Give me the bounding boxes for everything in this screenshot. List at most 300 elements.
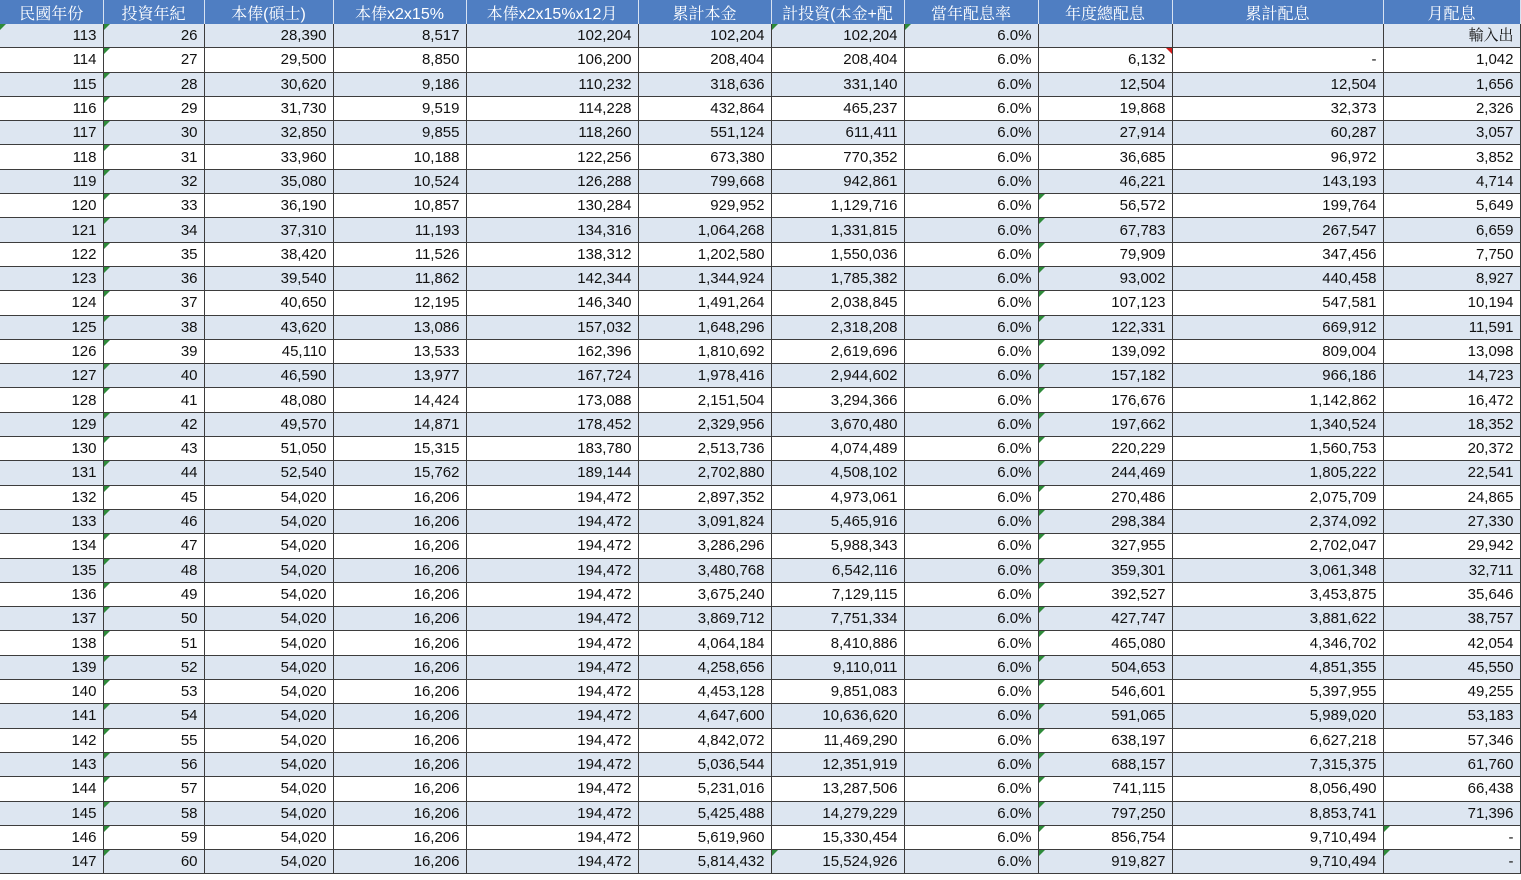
cell-monthly-dividend[interactable]: 2,326 bbox=[1383, 96, 1520, 120]
cell-base-salary[interactable]: 54,020 bbox=[204, 728, 333, 752]
cell-cumulative-dividend[interactable]: 3,061,348 bbox=[1172, 558, 1383, 582]
cell-roc-year[interactable]: 115 bbox=[0, 72, 103, 96]
cell-invest-age[interactable]: 26 bbox=[103, 24, 204, 48]
cell-annual-dividend[interactable]: 327,955 bbox=[1038, 534, 1172, 558]
cell-monthly-dividend[interactable]: 66,438 bbox=[1383, 777, 1520, 801]
cell-cumulative-principal[interactable]: 1,491,264 bbox=[638, 291, 771, 315]
cell-salary-15pct[interactable]: 12,195 bbox=[333, 291, 466, 315]
cell-salary-15pct[interactable]: 16,206 bbox=[333, 850, 466, 874]
cell-base-salary[interactable]: 52,540 bbox=[204, 461, 333, 485]
cell-total-investment[interactable]: 7,129,115 bbox=[771, 582, 904, 606]
cell-base-salary[interactable]: 54,020 bbox=[204, 704, 333, 728]
cell-cumulative-principal[interactable]: 2,151,504 bbox=[638, 388, 771, 412]
cell-salary-15pct-12m[interactable]: 194,472 bbox=[466, 534, 638, 558]
cell-salary-15pct-12m[interactable]: 194,472 bbox=[466, 485, 638, 509]
cell-annual-dividend[interactable]: 46,221 bbox=[1038, 169, 1172, 193]
cell-salary-15pct[interactable]: 16,206 bbox=[333, 607, 466, 631]
cell-roc-year[interactable]: 129 bbox=[0, 412, 103, 436]
cell-cumulative-dividend[interactable]: 60,287 bbox=[1172, 121, 1383, 145]
header-monthly-dividend[interactable]: 月配息 bbox=[1383, 0, 1520, 24]
cell-invest-age[interactable]: 36 bbox=[103, 266, 204, 290]
cell-salary-15pct-12m[interactable]: 183,780 bbox=[466, 437, 638, 461]
cell-base-salary[interactable]: 37,310 bbox=[204, 218, 333, 242]
cell-roc-year[interactable]: 134 bbox=[0, 534, 103, 558]
cell-invest-age[interactable]: 48 bbox=[103, 558, 204, 582]
cell-monthly-dividend[interactable]: 42,054 bbox=[1383, 631, 1520, 655]
cell-invest-age[interactable]: 35 bbox=[103, 242, 204, 266]
cell-roc-year[interactable]: 123 bbox=[0, 266, 103, 290]
cell-salary-15pct[interactable]: 10,188 bbox=[333, 145, 466, 169]
cell-monthly-dividend[interactable]: 32,711 bbox=[1383, 558, 1520, 582]
cell-roc-year[interactable]: 145 bbox=[0, 801, 103, 825]
cell-dividend-rate[interactable]: 6.0% bbox=[904, 509, 1038, 533]
cell-monthly-dividend[interactable]: 3,852 bbox=[1383, 145, 1520, 169]
cell-base-salary[interactable]: 54,020 bbox=[204, 655, 333, 679]
cell-salary-15pct-12m[interactable]: 134,316 bbox=[466, 218, 638, 242]
cell-dividend-rate[interactable]: 6.0% bbox=[904, 266, 1038, 290]
cell-invest-age[interactable]: 56 bbox=[103, 752, 204, 776]
cell-base-salary[interactable]: 38,420 bbox=[204, 242, 333, 266]
cell-base-salary[interactable]: 54,020 bbox=[204, 680, 333, 704]
cell-salary-15pct-12m[interactable]: 194,472 bbox=[466, 558, 638, 582]
cell-base-salary[interactable]: 51,050 bbox=[204, 437, 333, 461]
cell-salary-15pct-12m[interactable]: 194,472 bbox=[466, 509, 638, 533]
cell-cumulative-principal[interactable]: 3,869,712 bbox=[638, 607, 771, 631]
cell-salary-15pct-12m[interactable]: 194,472 bbox=[466, 655, 638, 679]
cell-roc-year[interactable]: 132 bbox=[0, 485, 103, 509]
cell-salary-15pct-12m[interactable]: 110,232 bbox=[466, 72, 638, 96]
cell-total-investment[interactable]: 15,524,926 bbox=[771, 850, 904, 874]
cell-annual-dividend[interactable]: 56,572 bbox=[1038, 194, 1172, 218]
cell-annual-dividend[interactable]: 107,123 bbox=[1038, 291, 1172, 315]
cell-base-salary[interactable]: 49,570 bbox=[204, 412, 333, 436]
cell-total-investment[interactable]: 1,550,036 bbox=[771, 242, 904, 266]
cell-cumulative-dividend[interactable]: 2,374,092 bbox=[1172, 509, 1383, 533]
cell-salary-15pct-12m[interactable]: 138,312 bbox=[466, 242, 638, 266]
cell-roc-year[interactable]: 140 bbox=[0, 680, 103, 704]
cell-base-salary[interactable]: 39,540 bbox=[204, 266, 333, 290]
cell-salary-15pct-12m[interactable]: 194,472 bbox=[466, 777, 638, 801]
cell-total-investment[interactable]: 1,785,382 bbox=[771, 266, 904, 290]
cell-cumulative-principal[interactable]: 673,380 bbox=[638, 145, 771, 169]
cell-cumulative-principal[interactable]: 4,842,072 bbox=[638, 728, 771, 752]
cell-cumulative-principal[interactable]: 5,619,960 bbox=[638, 825, 771, 849]
cell-dividend-rate[interactable]: 6.0% bbox=[904, 461, 1038, 485]
cell-dividend-rate[interactable]: 6.0% bbox=[904, 412, 1038, 436]
cell-salary-15pct[interactable]: 16,206 bbox=[333, 752, 466, 776]
cell-total-investment[interactable]: 15,330,454 bbox=[771, 825, 904, 849]
cell-dividend-rate[interactable]: 6.0% bbox=[904, 558, 1038, 582]
cell-cumulative-dividend[interactable]: 3,453,875 bbox=[1172, 582, 1383, 606]
cell-cumulative-dividend[interactable]: 3,881,622 bbox=[1172, 607, 1383, 631]
cell-salary-15pct[interactable]: 13,977 bbox=[333, 364, 466, 388]
cell-base-salary[interactable]: 54,020 bbox=[204, 777, 333, 801]
cell-cumulative-principal[interactable]: 551,124 bbox=[638, 121, 771, 145]
cell-monthly-dividend[interactable]: - bbox=[1383, 850, 1520, 874]
cell-cumulative-principal[interactable]: 5,814,432 bbox=[638, 850, 771, 874]
cell-salary-15pct[interactable]: 16,206 bbox=[333, 777, 466, 801]
cell-salary-15pct-12m[interactable]: 189,144 bbox=[466, 461, 638, 485]
cell-dividend-rate[interactable]: 6.0% bbox=[904, 169, 1038, 193]
cell-monthly-dividend[interactable]: 5,649 bbox=[1383, 194, 1520, 218]
cell-annual-dividend[interactable]: 12,504 bbox=[1038, 72, 1172, 96]
cell-dividend-rate[interactable]: 6.0% bbox=[904, 218, 1038, 242]
cell-cumulative-dividend[interactable]: 5,989,020 bbox=[1172, 704, 1383, 728]
cell-dividend-rate[interactable]: 6.0% bbox=[904, 850, 1038, 874]
cell-base-salary[interactable]: 35,080 bbox=[204, 169, 333, 193]
cell-cumulative-dividend[interactable]: 8,056,490 bbox=[1172, 777, 1383, 801]
cell-total-investment[interactable]: 9,851,083 bbox=[771, 680, 904, 704]
cell-roc-year[interactable]: 138 bbox=[0, 631, 103, 655]
cell-roc-year[interactable]: 137 bbox=[0, 607, 103, 631]
cell-cumulative-dividend[interactable]: 1,340,524 bbox=[1172, 412, 1383, 436]
cell-total-investment[interactable]: 2,318,208 bbox=[771, 315, 904, 339]
cell-monthly-dividend[interactable]: 1,042 bbox=[1383, 48, 1520, 72]
cell-total-investment[interactable]: 1,129,716 bbox=[771, 194, 904, 218]
cell-annual-dividend[interactable]: 27,914 bbox=[1038, 121, 1172, 145]
cell-invest-age[interactable]: 49 bbox=[103, 582, 204, 606]
cell-cumulative-dividend[interactable]: 2,702,047 bbox=[1172, 534, 1383, 558]
cell-dividend-rate[interactable]: 6.0% bbox=[904, 121, 1038, 145]
cell-salary-15pct-12m[interactable]: 194,472 bbox=[466, 704, 638, 728]
cell-cumulative-principal[interactable]: 4,647,600 bbox=[638, 704, 771, 728]
cell-invest-age[interactable]: 51 bbox=[103, 631, 204, 655]
cell-total-investment[interactable]: 770,352 bbox=[771, 145, 904, 169]
cell-invest-age[interactable]: 39 bbox=[103, 339, 204, 363]
cell-annual-dividend[interactable]: 19,868 bbox=[1038, 96, 1172, 120]
cell-base-salary[interactable]: 29,500 bbox=[204, 48, 333, 72]
cell-roc-year[interactable]: 121 bbox=[0, 218, 103, 242]
cell-salary-15pct[interactable]: 16,206 bbox=[333, 485, 466, 509]
cell-dividend-rate[interactable]: 6.0% bbox=[904, 291, 1038, 315]
cell-annual-dividend[interactable]: 157,182 bbox=[1038, 364, 1172, 388]
cell-cumulative-dividend[interactable]: 966,186 bbox=[1172, 364, 1383, 388]
cell-roc-year[interactable]: 117 bbox=[0, 121, 103, 145]
cell-annual-dividend[interactable]: 427,747 bbox=[1038, 607, 1172, 631]
cell-roc-year[interactable]: 130 bbox=[0, 437, 103, 461]
cell-cumulative-dividend[interactable]: - bbox=[1172, 48, 1383, 72]
cell-dividend-rate[interactable]: 6.0% bbox=[904, 777, 1038, 801]
cell-cumulative-principal[interactable]: 5,036,544 bbox=[638, 752, 771, 776]
cell-roc-year[interactable]: 139 bbox=[0, 655, 103, 679]
cell-salary-15pct-12m[interactable]: 194,472 bbox=[466, 631, 638, 655]
cell-annual-dividend[interactable]: 392,527 bbox=[1038, 582, 1172, 606]
cell-total-investment[interactable]: 6,542,116 bbox=[771, 558, 904, 582]
cell-annual-dividend[interactable]: 36,685 bbox=[1038, 145, 1172, 169]
cell-salary-15pct-12m[interactable]: 194,472 bbox=[466, 582, 638, 606]
cell-total-investment[interactable]: 5,465,916 bbox=[771, 509, 904, 533]
cell-dividend-rate[interactable]: 6.0% bbox=[904, 96, 1038, 120]
cell-monthly-dividend[interactable]: - bbox=[1383, 825, 1520, 849]
cell-monthly-dividend[interactable]: 27,330 bbox=[1383, 509, 1520, 533]
cell-cumulative-dividend[interactable]: 1,560,753 bbox=[1172, 437, 1383, 461]
cell-total-investment[interactable]: 2,619,696 bbox=[771, 339, 904, 363]
cell-total-investment[interactable]: 611,411 bbox=[771, 121, 904, 145]
cell-invest-age[interactable]: 43 bbox=[103, 437, 204, 461]
cell-total-investment[interactable]: 11,469,290 bbox=[771, 728, 904, 752]
header-cumulative-dividend[interactable]: 累計配息 bbox=[1172, 0, 1383, 24]
cell-salary-15pct[interactable]: 9,519 bbox=[333, 96, 466, 120]
cell-roc-year[interactable]: 124 bbox=[0, 291, 103, 315]
cell-salary-15pct[interactable]: 14,871 bbox=[333, 412, 466, 436]
cell-cumulative-principal[interactable]: 2,329,956 bbox=[638, 412, 771, 436]
cell-roc-year[interactable]: 120 bbox=[0, 194, 103, 218]
cell-monthly-dividend[interactable]: 4,714 bbox=[1383, 169, 1520, 193]
cell-cumulative-principal[interactable]: 432,864 bbox=[638, 96, 771, 120]
cell-invest-age[interactable]: 28 bbox=[103, 72, 204, 96]
cell-total-investment[interactable]: 8,410,886 bbox=[771, 631, 904, 655]
cell-base-salary[interactable]: 54,020 bbox=[204, 485, 333, 509]
cell-cumulative-principal[interactable]: 208,404 bbox=[638, 48, 771, 72]
cell-total-investment[interactable]: 7,751,334 bbox=[771, 607, 904, 631]
cell-cumulative-principal[interactable]: 4,258,656 bbox=[638, 655, 771, 679]
cell-total-investment[interactable]: 4,074,489 bbox=[771, 437, 904, 461]
cell-invest-age[interactable]: 47 bbox=[103, 534, 204, 558]
cell-total-investment[interactable]: 102,204 bbox=[771, 24, 904, 48]
cell-invest-age[interactable]: 50 bbox=[103, 607, 204, 631]
cell-roc-year[interactable]: 119 bbox=[0, 169, 103, 193]
cell-invest-age[interactable]: 46 bbox=[103, 509, 204, 533]
cell-invest-age[interactable]: 37 bbox=[103, 291, 204, 315]
cell-dividend-rate[interactable]: 6.0% bbox=[904, 194, 1038, 218]
cell-invest-age[interactable]: 32 bbox=[103, 169, 204, 193]
cell-cumulative-dividend[interactable]: 547,581 bbox=[1172, 291, 1383, 315]
header-salary-15pct-12m[interactable]: 本俸x2x15%x12月 bbox=[466, 0, 638, 24]
cell-base-salary[interactable]: 54,020 bbox=[204, 607, 333, 631]
header-invest-age[interactable]: 投資年紀 bbox=[103, 0, 204, 24]
cell-invest-age[interactable]: 52 bbox=[103, 655, 204, 679]
cell-invest-age[interactable]: 27 bbox=[103, 48, 204, 72]
cell-dividend-rate[interactable]: 6.0% bbox=[904, 24, 1038, 48]
cell-base-salary[interactable]: 33,960 bbox=[204, 145, 333, 169]
cell-salary-15pct-12m[interactable]: 194,472 bbox=[466, 607, 638, 631]
cell-base-salary[interactable]: 54,020 bbox=[204, 631, 333, 655]
header-salary-15pct[interactable]: 本俸x2x15% bbox=[333, 0, 466, 24]
cell-dividend-rate[interactable]: 6.0% bbox=[904, 339, 1038, 363]
cell-cumulative-principal[interactable]: 799,668 bbox=[638, 169, 771, 193]
cell-roc-year[interactable]: 116 bbox=[0, 96, 103, 120]
cell-annual-dividend[interactable]: 139,092 bbox=[1038, 339, 1172, 363]
cell-annual-dividend[interactable]: 122,331 bbox=[1038, 315, 1172, 339]
cell-monthly-dividend[interactable]: 8,927 bbox=[1383, 266, 1520, 290]
cell-dividend-rate[interactable]: 6.0% bbox=[904, 72, 1038, 96]
header-total-investment[interactable]: 計投資(本金+配 bbox=[771, 0, 904, 24]
cell-roc-year[interactable]: 118 bbox=[0, 145, 103, 169]
cell-annual-dividend[interactable]: 197,662 bbox=[1038, 412, 1172, 436]
cell-base-salary[interactable]: 54,020 bbox=[204, 850, 333, 874]
cell-cumulative-principal[interactable]: 4,453,128 bbox=[638, 680, 771, 704]
cell-salary-15pct-12m[interactable]: 194,472 bbox=[466, 850, 638, 874]
cell-invest-age[interactable]: 58 bbox=[103, 801, 204, 825]
cell-cumulative-principal[interactable]: 1,978,416 bbox=[638, 364, 771, 388]
cell-salary-15pct[interactable]: 16,206 bbox=[333, 825, 466, 849]
cell-base-salary[interactable]: 36,190 bbox=[204, 194, 333, 218]
cell-roc-year[interactable]: 146 bbox=[0, 825, 103, 849]
cell-salary-15pct-12m[interactable]: 106,200 bbox=[466, 48, 638, 72]
cell-cumulative-dividend[interactable]: 7,315,375 bbox=[1172, 752, 1383, 776]
cell-salary-15pct-12m[interactable]: 194,472 bbox=[466, 752, 638, 776]
cell-dividend-rate[interactable]: 6.0% bbox=[904, 485, 1038, 509]
cell-annual-dividend[interactable]: 504,653 bbox=[1038, 655, 1172, 679]
cell-cumulative-dividend[interactable]: 440,458 bbox=[1172, 266, 1383, 290]
cell-invest-age[interactable]: 33 bbox=[103, 194, 204, 218]
cell-roc-year[interactable]: 143 bbox=[0, 752, 103, 776]
cell-annual-dividend[interactable]: 93,002 bbox=[1038, 266, 1172, 290]
cell-annual-dividend[interactable]: 359,301 bbox=[1038, 558, 1172, 582]
cell-total-investment[interactable]: 9,110,011 bbox=[771, 655, 904, 679]
cell-roc-year[interactable]: 131 bbox=[0, 461, 103, 485]
cell-salary-15pct[interactable]: 14,424 bbox=[333, 388, 466, 412]
cell-dividend-rate[interactable]: 6.0% bbox=[904, 680, 1038, 704]
cell-cumulative-dividend[interactable]: 143,193 bbox=[1172, 169, 1383, 193]
cell-roc-year[interactable]: 133 bbox=[0, 509, 103, 533]
cell-cumulative-dividend[interactable]: 9,710,494 bbox=[1172, 850, 1383, 874]
cell-monthly-dividend[interactable]: 35,646 bbox=[1383, 582, 1520, 606]
cell-roc-year[interactable]: 114 bbox=[0, 48, 103, 72]
cell-invest-age[interactable]: 42 bbox=[103, 412, 204, 436]
cell-salary-15pct[interactable]: 9,855 bbox=[333, 121, 466, 145]
cell-invest-age[interactable]: 29 bbox=[103, 96, 204, 120]
cell-dividend-rate[interactable]: 6.0% bbox=[904, 364, 1038, 388]
cell-salary-15pct[interactable]: 16,206 bbox=[333, 558, 466, 582]
cell-salary-15pct-12m[interactable]: 126,288 bbox=[466, 169, 638, 193]
cell-salary-15pct[interactable]: 9,186 bbox=[333, 72, 466, 96]
cell-dividend-rate[interactable]: 6.0% bbox=[904, 48, 1038, 72]
cell-salary-15pct-12m[interactable]: 194,472 bbox=[466, 680, 638, 704]
cell-dividend-rate[interactable]: 6.0% bbox=[904, 825, 1038, 849]
cell-total-investment[interactable]: 3,670,480 bbox=[771, 412, 904, 436]
cell-salary-15pct[interactable]: 11,862 bbox=[333, 266, 466, 290]
cell-salary-15pct[interactable]: 16,206 bbox=[333, 582, 466, 606]
cell-total-investment[interactable]: 12,351,919 bbox=[771, 752, 904, 776]
cell-salary-15pct-12m[interactable]: 122,256 bbox=[466, 145, 638, 169]
cell-monthly-dividend[interactable]: 16,472 bbox=[1383, 388, 1520, 412]
cell-salary-15pct[interactable]: 10,524 bbox=[333, 169, 466, 193]
cell-salary-15pct-12m[interactable]: 194,472 bbox=[466, 801, 638, 825]
cell-roc-year[interactable]: 122 bbox=[0, 242, 103, 266]
cell-base-salary[interactable]: 43,620 bbox=[204, 315, 333, 339]
cell-cumulative-dividend[interactable]: 4,851,355 bbox=[1172, 655, 1383, 679]
cell-total-investment[interactable]: 1,331,815 bbox=[771, 218, 904, 242]
cell-dividend-rate[interactable]: 6.0% bbox=[904, 704, 1038, 728]
cell-invest-age[interactable]: 44 bbox=[103, 461, 204, 485]
cell-cumulative-dividend[interactable]: 6,627,218 bbox=[1172, 728, 1383, 752]
cell-roc-year[interactable]: 144 bbox=[0, 777, 103, 801]
cell-base-salary[interactable]: 54,020 bbox=[204, 509, 333, 533]
cell-cumulative-principal[interactable]: 2,702,880 bbox=[638, 461, 771, 485]
cell-salary-15pct-12m[interactable]: 114,228 bbox=[466, 96, 638, 120]
cell-salary-15pct[interactable]: 16,206 bbox=[333, 680, 466, 704]
cell-salary-15pct[interactable]: 16,206 bbox=[333, 801, 466, 825]
cell-cumulative-principal[interactable]: 3,480,768 bbox=[638, 558, 771, 582]
cell-cumulative-dividend[interactable]: 347,456 bbox=[1172, 242, 1383, 266]
cell-dividend-rate[interactable]: 6.0% bbox=[904, 145, 1038, 169]
cell-monthly-dividend[interactable]: 22,541 bbox=[1383, 461, 1520, 485]
cell-cumulative-principal[interactable]: 1,648,296 bbox=[638, 315, 771, 339]
cell-salary-15pct-12m[interactable]: 118,260 bbox=[466, 121, 638, 145]
cell-total-investment[interactable]: 942,861 bbox=[771, 169, 904, 193]
cell-annual-dividend[interactable]: 270,486 bbox=[1038, 485, 1172, 509]
cell-dividend-rate[interactable]: 6.0% bbox=[904, 582, 1038, 606]
cell-monthly-dividend[interactable]: 1,656 bbox=[1383, 72, 1520, 96]
header-dividend-rate[interactable]: 當年配息率 bbox=[904, 0, 1038, 24]
cell-base-salary[interactable]: 31,730 bbox=[204, 96, 333, 120]
cell-cumulative-dividend[interactable]: 809,004 bbox=[1172, 339, 1383, 363]
cell-monthly-dividend[interactable]: 53,183 bbox=[1383, 704, 1520, 728]
cell-cumulative-principal[interactable]: 5,231,016 bbox=[638, 777, 771, 801]
cell-dividend-rate[interactable]: 6.0% bbox=[904, 631, 1038, 655]
cell-salary-15pct-12m[interactable]: 142,344 bbox=[466, 266, 638, 290]
cell-cumulative-principal[interactable]: 1,810,692 bbox=[638, 339, 771, 363]
cell-annual-dividend[interactable]: 591,065 bbox=[1038, 704, 1172, 728]
cell-cumulative-principal[interactable]: 3,675,240 bbox=[638, 582, 771, 606]
cell-base-salary[interactable]: 28,390 bbox=[204, 24, 333, 48]
cell-salary-15pct-12m[interactable]: 157,032 bbox=[466, 315, 638, 339]
header-cumulative-principal[interactable]: 累計本金 bbox=[638, 0, 771, 24]
cell-dividend-rate[interactable]: 6.0% bbox=[904, 801, 1038, 825]
cell-total-investment[interactable]: 2,038,845 bbox=[771, 291, 904, 315]
cell-monthly-dividend[interactable]: 24,865 bbox=[1383, 485, 1520, 509]
cell-base-salary[interactable]: 54,020 bbox=[204, 801, 333, 825]
cell-base-salary[interactable]: 48,080 bbox=[204, 388, 333, 412]
cell-cumulative-principal[interactable]: 929,952 bbox=[638, 194, 771, 218]
cell-monthly-dividend[interactable]: 45,550 bbox=[1383, 655, 1520, 679]
cell-cumulative-dividend[interactable] bbox=[1172, 24, 1383, 48]
cell-cumulative-principal[interactable]: 1,064,268 bbox=[638, 218, 771, 242]
cell-roc-year[interactable]: 142 bbox=[0, 728, 103, 752]
cell-monthly-dividend[interactable]: 7,750 bbox=[1383, 242, 1520, 266]
cell-monthly-dividend[interactable]: 3,057 bbox=[1383, 121, 1520, 145]
cell-roc-year[interactable]: 141 bbox=[0, 704, 103, 728]
cell-salary-15pct[interactable]: 11,193 bbox=[333, 218, 466, 242]
cell-total-investment[interactable]: 331,140 bbox=[771, 72, 904, 96]
cell-roc-year[interactable]: 113 bbox=[0, 24, 103, 48]
cell-salary-15pct[interactable]: 16,206 bbox=[333, 631, 466, 655]
cell-annual-dividend[interactable]: 67,783 bbox=[1038, 218, 1172, 242]
cell-invest-age[interactable]: 38 bbox=[103, 315, 204, 339]
cell-monthly-dividend[interactable]: 18,352 bbox=[1383, 412, 1520, 436]
cell-cumulative-principal[interactable]: 4,064,184 bbox=[638, 631, 771, 655]
cell-invest-age[interactable]: 41 bbox=[103, 388, 204, 412]
cell-total-investment[interactable]: 4,973,061 bbox=[771, 485, 904, 509]
cell-roc-year[interactable]: 125 bbox=[0, 315, 103, 339]
cell-annual-dividend[interactable]: 546,601 bbox=[1038, 680, 1172, 704]
cell-total-investment[interactable]: 14,279,229 bbox=[771, 801, 904, 825]
cell-salary-15pct-12m[interactable]: 130,284 bbox=[466, 194, 638, 218]
cell-dividend-rate[interactable]: 6.0% bbox=[904, 388, 1038, 412]
cell-salary-15pct-12m[interactable]: 146,340 bbox=[466, 291, 638, 315]
cell-salary-15pct-12m[interactable]: 173,088 bbox=[466, 388, 638, 412]
cell-monthly-dividend[interactable]: 57,346 bbox=[1383, 728, 1520, 752]
cell-annual-dividend[interactable] bbox=[1038, 24, 1172, 48]
cell-cumulative-principal[interactable]: 3,091,824 bbox=[638, 509, 771, 533]
cell-base-salary[interactable]: 54,020 bbox=[204, 825, 333, 849]
cell-salary-15pct[interactable]: 8,517 bbox=[333, 24, 466, 48]
cell-monthly-dividend[interactable]: 38,757 bbox=[1383, 607, 1520, 631]
cell-cumulative-dividend[interactable]: 32,373 bbox=[1172, 96, 1383, 120]
cell-salary-15pct[interactable]: 8,850 bbox=[333, 48, 466, 72]
cell-cumulative-dividend[interactable]: 199,764 bbox=[1172, 194, 1383, 218]
cell-total-investment[interactable]: 4,508,102 bbox=[771, 461, 904, 485]
cell-base-salary[interactable]: 45,110 bbox=[204, 339, 333, 363]
cell-monthly-dividend[interactable]: 49,255 bbox=[1383, 680, 1520, 704]
cell-invest-age[interactable]: 34 bbox=[103, 218, 204, 242]
cell-monthly-dividend[interactable]: 13,098 bbox=[1383, 339, 1520, 363]
cell-cumulative-dividend[interactable]: 12,504 bbox=[1172, 72, 1383, 96]
cell-monthly-dividend[interactable]: 輸入出 bbox=[1383, 24, 1520, 48]
cell-salary-15pct-12m[interactable]: 162,396 bbox=[466, 339, 638, 363]
cell-total-investment[interactable]: 465,237 bbox=[771, 96, 904, 120]
